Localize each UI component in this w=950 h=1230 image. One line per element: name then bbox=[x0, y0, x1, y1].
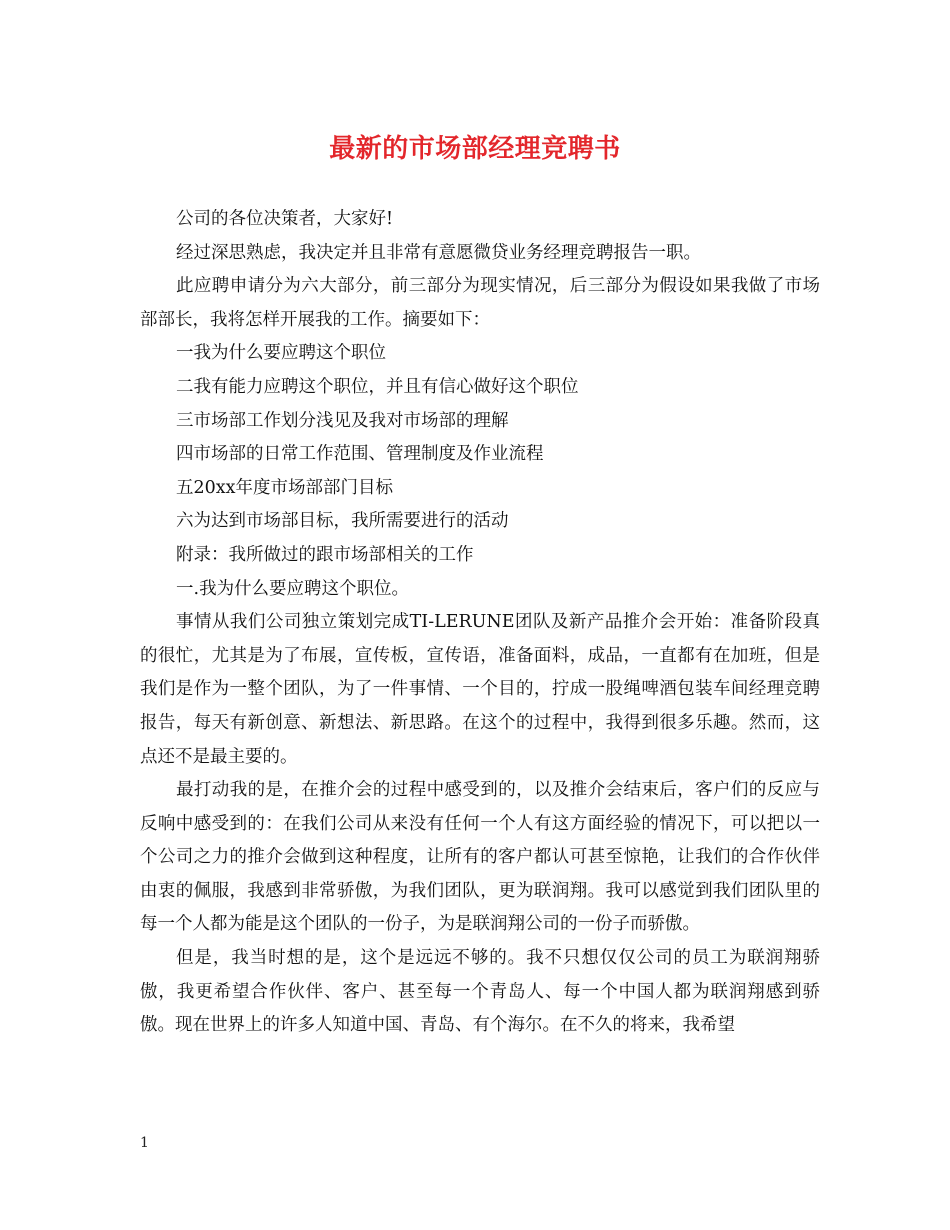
page-number: 1 bbox=[140, 1135, 149, 1151]
outline-item-4: 四市场部的日常工作范围、管理制度及作业流程 bbox=[176, 444, 544, 465]
paragraph-intent: 经过深思熟虑，我决定并且非常有意愿微贷业务经理竞聘报告一职。 bbox=[176, 242, 701, 263]
paragraph-aspiration: 但是，我当时想的是，这个是远远不够的。我不只想仅仅公司的员工为联润翔骄傲，我更希望合作伙伴、客户、甚至每一个青岛人、每一个中国人都为联润翔感到骄傲。现在世界上的许多人知道中国、青岛、有个海尔。在不久的将来，我希望 bbox=[140, 948, 820, 1036]
paragraph-summary-intro: 此应聘申请分为六大部分，前三部分为现实情况，后三部分为假设如果我做了市场部部长，我将怎样开展我的工作。摘要如下： bbox=[140, 276, 820, 330]
paragraph-impression: 最打动我的是，在推介会的过程中感受到的，以及推介会结束后，客户们的反应与反响中感受到的：在我们公司从来没有任何一个人有这方面经验的情况下，可以把以一个公司之力的推介会做到这种程度，让所有的客户都认可甚至惊艳，让我们的合作伙伴由衷的佩服，我感到非常骄傲，为我们团队，更为联润翔。我可以感觉到我们团队里的每一个人都为能是这个团队的一份子，为是联润翔公司的一份子而骄傲。 bbox=[140, 780, 820, 935]
document-title: 最新的市场部经理竞聘书 bbox=[329, 134, 621, 164]
outline-item-5: 五20xx年度市场部部门目标 bbox=[176, 477, 394, 498]
outline-appendix: 附录：我所做过的跟市场部相关的工作 bbox=[176, 544, 474, 565]
paragraph-greeting: 公司的各位决策者，大家好! bbox=[176, 209, 394, 229]
outline-item-6: 六为达到市场部目标，我所需要进行的活动 bbox=[176, 511, 509, 532]
document-body bbox=[140, 203, 820, 1043]
paragraph-event: 事情从我们公司独立策划完成TI-LERUNE团队及新产品推介会开始：准备阶段真的很忙，尤其是为了布展，宣传板，宣传语，准备面料，成品，一直都有在加班，但是我们是作为一整个团队，为了一件事情、一个目的，拧成一股绳啤酒包装车间经理竞聘报告，每天有新创意、新想法、新思路。在这个的过程中，我得到很多乐趣。然而，这点还不是最主要的。 bbox=[140, 612, 820, 767]
outline-item-2: 二我有能力应聘这个职位，并且有信心做好这个职位 bbox=[176, 376, 579, 397]
outline-item-3: 三市场部工作划分浅见及我对市场部的理解 bbox=[176, 410, 509, 431]
outline-item-1: 一我为什么要应聘这个职位 bbox=[176, 343, 386, 364]
section-heading-1: 一.我为什么要应聘这个职位。 bbox=[176, 578, 410, 599]
